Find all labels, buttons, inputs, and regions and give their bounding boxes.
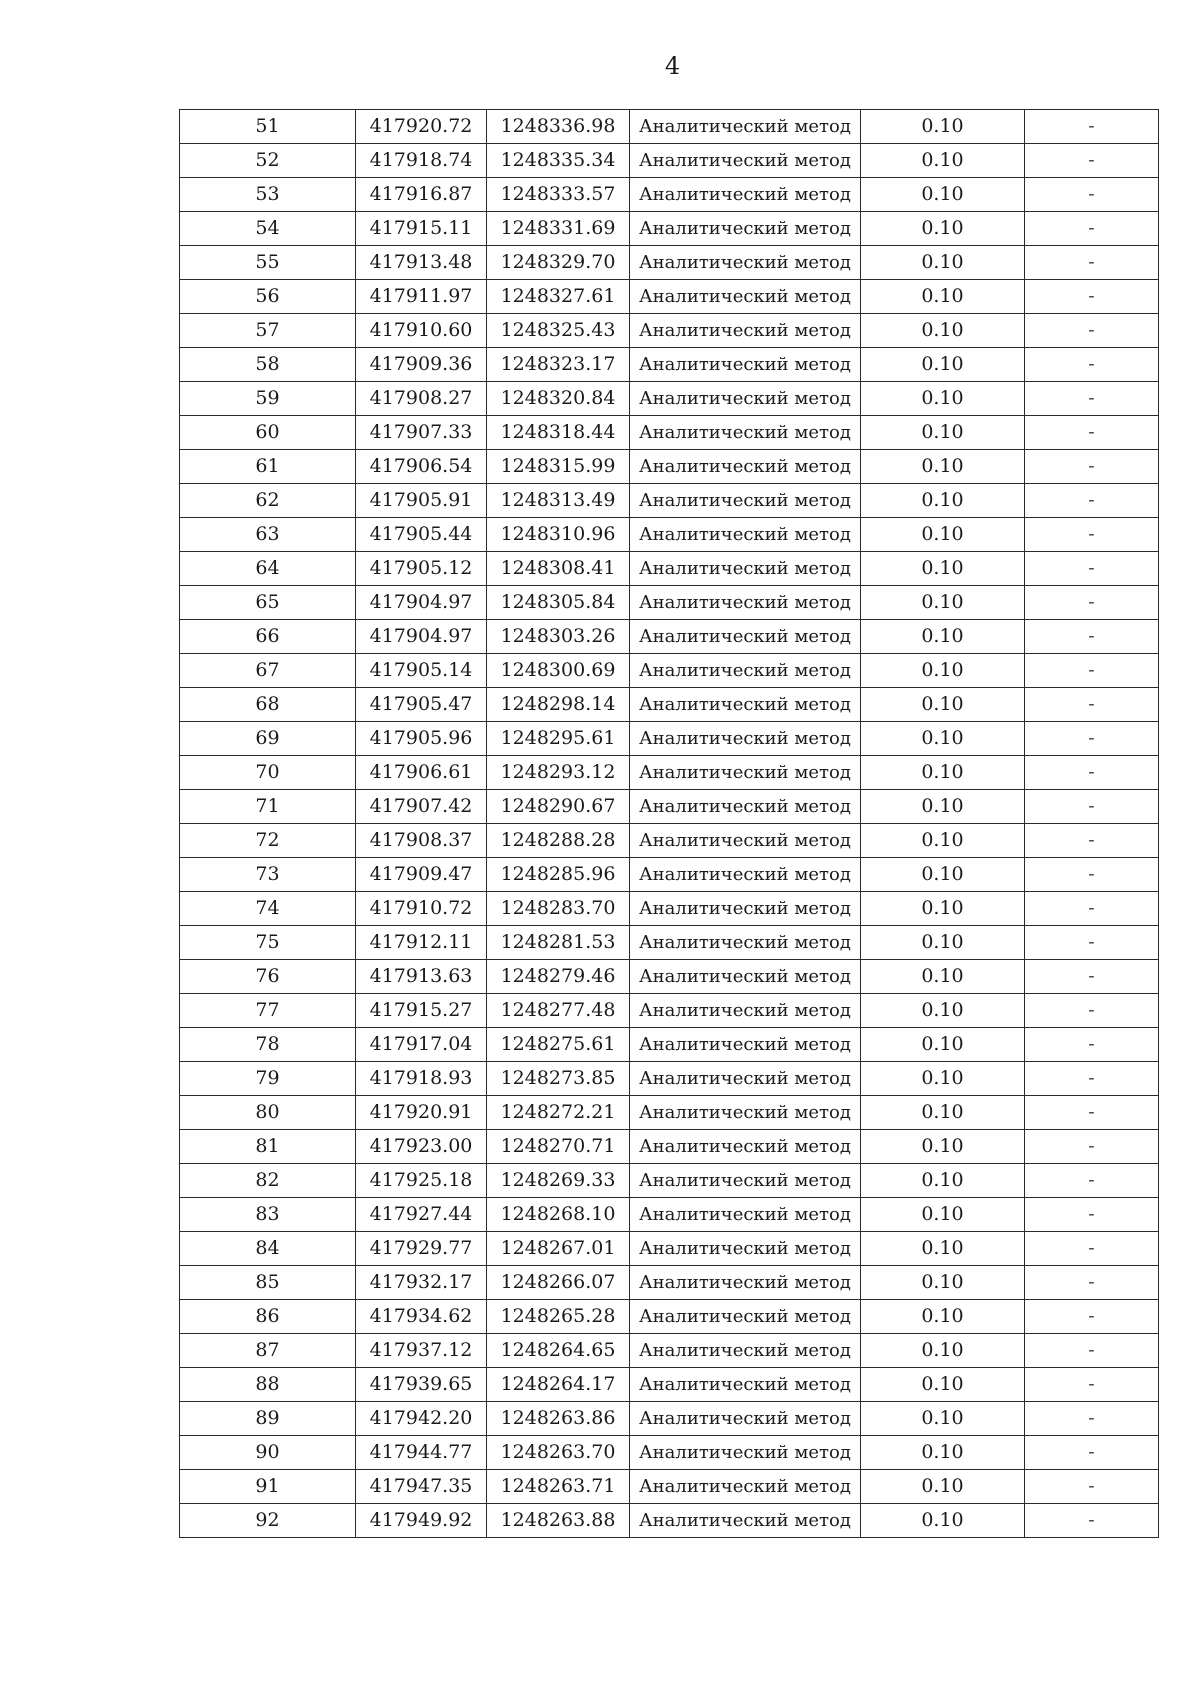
precision-cell: 0.10: [861, 1096, 1025, 1130]
point-number-cell: 70: [180, 756, 356, 790]
note-cell: -: [1025, 824, 1159, 858]
coordinate-y-cell: 1248310.96: [487, 518, 630, 552]
coordinate-y-cell: 1248268.10: [487, 1198, 630, 1232]
table-row: [180, 1198, 1159, 1232]
table-row: [180, 1096, 1159, 1130]
table-row: [180, 1504, 1159, 1538]
coordinate-x-cell: 417905.47: [356, 688, 487, 722]
coordinate-x-cell: 417929.77: [356, 1232, 487, 1266]
coordinate-y-cell: 1248333.57: [487, 178, 630, 212]
precision-cell: 0.10: [861, 1436, 1025, 1470]
coordinate-x-cell: 417934.62: [356, 1300, 487, 1334]
method-cell: Аналитический метод: [630, 1028, 861, 1062]
point-number-cell: 69: [180, 722, 356, 756]
coordinate-x-cell: 417913.48: [356, 246, 487, 280]
note-cell: -: [1025, 1436, 1159, 1470]
coordinate-x-cell: 417942.20: [356, 1402, 487, 1436]
table-row: [180, 484, 1159, 518]
method-cell: Аналитический метод: [630, 1436, 861, 1470]
precision-cell: 0.10: [861, 1198, 1025, 1232]
coordinate-y-cell: 1248293.12: [487, 756, 630, 790]
method-cell: Аналитический метод: [630, 790, 861, 824]
method-cell: Аналитический метод: [630, 960, 861, 994]
coordinate-x-cell: 417905.12: [356, 552, 487, 586]
point-number-cell: 89: [180, 1402, 356, 1436]
table-row: [180, 654, 1159, 688]
coordinate-x-cell: 417905.44: [356, 518, 487, 552]
coordinate-y-cell: 1248325.43: [487, 314, 630, 348]
method-cell: Аналитический метод: [630, 246, 861, 280]
method-cell: Аналитический метод: [630, 1402, 861, 1436]
coordinate-y-cell: 1248266.07: [487, 1266, 630, 1300]
note-cell: -: [1025, 620, 1159, 654]
method-cell: Аналитический метод: [630, 1504, 861, 1538]
method-cell: Аналитический метод: [630, 756, 861, 790]
table-row: [180, 1368, 1159, 1402]
table-row: [180, 790, 1159, 824]
point-number-cell: 82: [180, 1164, 356, 1198]
method-cell: Аналитический метод: [630, 1368, 861, 1402]
coordinate-y-cell: 1248295.61: [487, 722, 630, 756]
point-number-cell: 85: [180, 1266, 356, 1300]
precision-cell: 0.10: [861, 892, 1025, 926]
point-number-cell: 63: [180, 518, 356, 552]
precision-cell: 0.10: [861, 620, 1025, 654]
method-cell: Аналитический метод: [630, 858, 861, 892]
table-row: [180, 246, 1159, 280]
coordinate-x-cell: 417947.35: [356, 1470, 487, 1504]
table-row: [180, 280, 1159, 314]
note-cell: -: [1025, 1402, 1159, 1436]
precision-cell: 0.10: [861, 722, 1025, 756]
table-row: [180, 382, 1159, 416]
note-cell: -: [1025, 960, 1159, 994]
method-cell: Аналитический метод: [630, 110, 861, 144]
table-row: [180, 756, 1159, 790]
method-cell: Аналитический метод: [630, 552, 861, 586]
coordinate-x-cell: 417927.44: [356, 1198, 487, 1232]
note-cell: -: [1025, 1266, 1159, 1300]
note-cell: -: [1025, 314, 1159, 348]
method-cell: Аналитический метод: [630, 178, 861, 212]
method-cell: Аналитический метод: [630, 450, 861, 484]
coordinate-x-cell: 417908.27: [356, 382, 487, 416]
method-cell: Аналитический метод: [630, 892, 861, 926]
point-number-cell: 92: [180, 1504, 356, 1538]
coordinate-y-cell: 1248269.33: [487, 1164, 630, 1198]
coordinate-y-cell: 1248281.53: [487, 926, 630, 960]
note-cell: -: [1025, 1198, 1159, 1232]
precision-cell: 0.10: [861, 1164, 1025, 1198]
coordinate-x-cell: 417915.11: [356, 212, 487, 246]
coordinate-y-cell: 1248285.96: [487, 858, 630, 892]
point-number-cell: 51: [180, 110, 356, 144]
point-number-cell: 53: [180, 178, 356, 212]
table-row: [180, 960, 1159, 994]
precision-cell: 0.10: [861, 382, 1025, 416]
point-number-cell: 74: [180, 892, 356, 926]
point-number-cell: 61: [180, 450, 356, 484]
table-row: [180, 314, 1159, 348]
table-row: [180, 994, 1159, 1028]
precision-cell: 0.10: [861, 1504, 1025, 1538]
point-number-cell: 55: [180, 246, 356, 280]
coordinate-x-cell: 417918.93: [356, 1062, 487, 1096]
coordinate-x-cell: 417904.97: [356, 586, 487, 620]
point-number-cell: 73: [180, 858, 356, 892]
table-row: [180, 212, 1159, 246]
precision-cell: 0.10: [861, 756, 1025, 790]
table-row: [180, 1470, 1159, 1504]
point-number-cell: 91: [180, 1470, 356, 1504]
note-cell: -: [1025, 1334, 1159, 1368]
table-row: [180, 1334, 1159, 1368]
coordinate-x-cell: 417905.96: [356, 722, 487, 756]
note-cell: -: [1025, 790, 1159, 824]
table-row: [180, 722, 1159, 756]
table-row: [180, 348, 1159, 382]
coordinate-x-cell: 417944.77: [356, 1436, 487, 1470]
coordinate-y-cell: 1248300.69: [487, 654, 630, 688]
coordinate-x-cell: 417905.14: [356, 654, 487, 688]
precision-cell: 0.10: [861, 1130, 1025, 1164]
point-number-cell: 81: [180, 1130, 356, 1164]
note-cell: -: [1025, 1232, 1159, 1266]
point-number-cell: 72: [180, 824, 356, 858]
coordinate-y-cell: 1248335.34: [487, 144, 630, 178]
precision-cell: 0.10: [861, 416, 1025, 450]
point-number-cell: 88: [180, 1368, 356, 1402]
point-number-cell: 62: [180, 484, 356, 518]
table-row: [180, 1266, 1159, 1300]
coordinate-x-cell: 417912.11: [356, 926, 487, 960]
method-cell: Аналитический метод: [630, 348, 861, 382]
coordinate-y-cell: 1248264.17: [487, 1368, 630, 1402]
method-cell: Аналитический метод: [630, 416, 861, 450]
coordinate-x-cell: 417917.04: [356, 1028, 487, 1062]
coordinate-x-cell: 417909.36: [356, 348, 487, 382]
precision-cell: 0.10: [861, 484, 1025, 518]
method-cell: Аналитический метод: [630, 1198, 861, 1232]
coordinate-y-cell: 1248305.84: [487, 586, 630, 620]
note-cell: -: [1025, 382, 1159, 416]
coordinate-y-cell: 1248273.85: [487, 1062, 630, 1096]
coordinate-y-cell: 1248320.84: [487, 382, 630, 416]
note-cell: -: [1025, 1504, 1159, 1538]
point-number-cell: 58: [180, 348, 356, 382]
coordinate-x-cell: 417918.74: [356, 144, 487, 178]
precision-cell: 0.10: [861, 450, 1025, 484]
coordinate-y-cell: 1248298.14: [487, 688, 630, 722]
note-cell: -: [1025, 416, 1159, 450]
method-cell: Аналитический метод: [630, 994, 861, 1028]
coordinates-table-body: [180, 110, 1159, 1538]
note-cell: -: [1025, 858, 1159, 892]
table-row: [180, 178, 1159, 212]
precision-cell: 0.10: [861, 1062, 1025, 1096]
precision-cell: 0.10: [861, 824, 1025, 858]
precision-cell: 0.10: [861, 960, 1025, 994]
precision-cell: 0.10: [861, 790, 1025, 824]
note-cell: -: [1025, 110, 1159, 144]
coordinate-x-cell: 417907.33: [356, 416, 487, 450]
coordinate-y-cell: 1248270.71: [487, 1130, 630, 1164]
precision-cell: 0.10: [861, 688, 1025, 722]
point-number-cell: 67: [180, 654, 356, 688]
method-cell: Аналитический метод: [630, 586, 861, 620]
method-cell: Аналитический метод: [630, 212, 861, 246]
note-cell: -: [1025, 1300, 1159, 1334]
note-cell: -: [1025, 1130, 1159, 1164]
point-number-cell: 66: [180, 620, 356, 654]
coordinate-x-cell: 417915.27: [356, 994, 487, 1028]
precision-cell: 0.10: [861, 144, 1025, 178]
point-number-cell: 90: [180, 1436, 356, 1470]
precision-cell: 0.10: [861, 1368, 1025, 1402]
point-number-cell: 79: [180, 1062, 356, 1096]
table-row: [180, 620, 1159, 654]
precision-cell: 0.10: [861, 314, 1025, 348]
note-cell: -: [1025, 348, 1159, 382]
precision-cell: 0.10: [861, 1232, 1025, 1266]
coordinate-y-cell: 1248323.17: [487, 348, 630, 382]
coordinate-y-cell: 1248263.70: [487, 1436, 630, 1470]
coordinate-y-cell: 1248267.01: [487, 1232, 630, 1266]
note-cell: -: [1025, 1062, 1159, 1096]
table-row: [180, 1164, 1159, 1198]
table-row: [180, 1436, 1159, 1470]
method-cell: Аналитический метод: [630, 382, 861, 416]
precision-cell: 0.10: [861, 1470, 1025, 1504]
table-row: [180, 892, 1159, 926]
table-row: [180, 858, 1159, 892]
coordinate-y-cell: 1248265.28: [487, 1300, 630, 1334]
table-row: [180, 1130, 1159, 1164]
precision-cell: 0.10: [861, 654, 1025, 688]
coordinate-x-cell: 417939.65: [356, 1368, 487, 1402]
point-number-cell: 84: [180, 1232, 356, 1266]
method-cell: Аналитический метод: [630, 484, 861, 518]
note-cell: -: [1025, 1096, 1159, 1130]
table-row: [180, 518, 1159, 552]
method-cell: Аналитический метод: [630, 1062, 861, 1096]
note-cell: -: [1025, 280, 1159, 314]
point-number-cell: 83: [180, 1198, 356, 1232]
table-row: [180, 1028, 1159, 1062]
method-cell: Аналитический метод: [630, 688, 861, 722]
note-cell: -: [1025, 1164, 1159, 1198]
note-cell: -: [1025, 926, 1159, 960]
method-cell: Аналитический метод: [630, 1232, 861, 1266]
coordinate-x-cell: 417916.87: [356, 178, 487, 212]
method-cell: Аналитический метод: [630, 314, 861, 348]
note-cell: -: [1025, 654, 1159, 688]
coordinate-x-cell: 417925.18: [356, 1164, 487, 1198]
precision-cell: 0.10: [861, 280, 1025, 314]
coordinate-x-cell: 417909.47: [356, 858, 487, 892]
method-cell: Аналитический метод: [630, 518, 861, 552]
point-number-cell: 60: [180, 416, 356, 450]
coordinate-x-cell: 417904.97: [356, 620, 487, 654]
precision-cell: 0.10: [861, 178, 1025, 212]
coordinates-table: [179, 109, 1159, 1538]
coordinate-y-cell: 1248313.49: [487, 484, 630, 518]
table-row: [180, 688, 1159, 722]
note-cell: -: [1025, 212, 1159, 246]
coordinate-y-cell: 1248331.69: [487, 212, 630, 246]
table-row: [180, 144, 1159, 178]
note-cell: -: [1025, 722, 1159, 756]
note-cell: -: [1025, 484, 1159, 518]
coordinate-y-cell: 1248329.70: [487, 246, 630, 280]
table-row: [180, 552, 1159, 586]
point-number-cell: 78: [180, 1028, 356, 1062]
table-row: [180, 110, 1159, 144]
precision-cell: 0.10: [861, 926, 1025, 960]
precision-cell: 0.10: [861, 246, 1025, 280]
method-cell: Аналитический метод: [630, 1334, 861, 1368]
precision-cell: 0.10: [861, 212, 1025, 246]
note-cell: -: [1025, 756, 1159, 790]
precision-cell: 0.10: [861, 1028, 1025, 1062]
table-row: [180, 1402, 1159, 1436]
point-number-cell: 57: [180, 314, 356, 348]
coordinate-y-cell: 1248263.88: [487, 1504, 630, 1538]
point-number-cell: 59: [180, 382, 356, 416]
coordinate-y-cell: 1248308.41: [487, 552, 630, 586]
coordinate-x-cell: 417905.91: [356, 484, 487, 518]
coordinate-x-cell: 417920.91: [356, 1096, 487, 1130]
point-number-cell: 86: [180, 1300, 356, 1334]
coordinate-y-cell: 1248336.98: [487, 110, 630, 144]
point-number-cell: 80: [180, 1096, 356, 1130]
precision-cell: 0.10: [861, 552, 1025, 586]
coordinate-x-cell: 417906.54: [356, 450, 487, 484]
point-number-cell: 64: [180, 552, 356, 586]
coordinate-y-cell: 1248283.70: [487, 892, 630, 926]
coordinate-y-cell: 1248272.21: [487, 1096, 630, 1130]
table-row: [180, 450, 1159, 484]
coordinate-x-cell: 417932.17: [356, 1266, 487, 1300]
point-number-cell: 65: [180, 586, 356, 620]
coordinate-x-cell: 417908.37: [356, 824, 487, 858]
note-cell: -: [1025, 1368, 1159, 1402]
point-number-cell: 52: [180, 144, 356, 178]
method-cell: Аналитический метод: [630, 1266, 861, 1300]
method-cell: Аналитический метод: [630, 1096, 861, 1130]
point-number-cell: 77: [180, 994, 356, 1028]
table-row: [180, 926, 1159, 960]
table-row: [180, 824, 1159, 858]
table-row: [180, 416, 1159, 450]
method-cell: Аналитический метод: [630, 654, 861, 688]
note-cell: -: [1025, 178, 1159, 212]
coordinate-y-cell: 1248277.48: [487, 994, 630, 1028]
table-row: [180, 1062, 1159, 1096]
coordinate-x-cell: 417910.72: [356, 892, 487, 926]
point-number-cell: 56: [180, 280, 356, 314]
coordinate-x-cell: 417923.00: [356, 1130, 487, 1164]
coordinate-y-cell: 1248263.71: [487, 1470, 630, 1504]
coordinate-x-cell: 417937.12: [356, 1334, 487, 1368]
coordinate-y-cell: 1248263.86: [487, 1402, 630, 1436]
precision-cell: 0.10: [861, 1300, 1025, 1334]
precision-cell: 0.10: [861, 518, 1025, 552]
method-cell: Аналитический метод: [630, 926, 861, 960]
point-number-cell: 76: [180, 960, 356, 994]
page-number: 4: [664, 52, 681, 80]
coordinate-y-cell: 1248288.28: [487, 824, 630, 858]
coordinate-x-cell: 417906.61: [356, 756, 487, 790]
method-cell: Аналитический метод: [630, 280, 861, 314]
method-cell: Аналитический метод: [630, 1300, 861, 1334]
note-cell: -: [1025, 552, 1159, 586]
precision-cell: 0.10: [861, 586, 1025, 620]
note-cell: -: [1025, 1470, 1159, 1504]
note-cell: -: [1025, 246, 1159, 280]
coordinate-x-cell: 417910.60: [356, 314, 487, 348]
note-cell: -: [1025, 892, 1159, 926]
table-row: [180, 586, 1159, 620]
method-cell: Аналитический метод: [630, 620, 861, 654]
precision-cell: 0.10: [861, 1334, 1025, 1368]
coordinate-y-cell: 1248275.61: [487, 1028, 630, 1062]
coordinate-x-cell: 417920.72: [356, 110, 487, 144]
coordinate-x-cell: 417913.63: [356, 960, 487, 994]
method-cell: Аналитический метод: [630, 144, 861, 178]
table-row: [180, 1232, 1159, 1266]
point-number-cell: 68: [180, 688, 356, 722]
note-cell: -: [1025, 1028, 1159, 1062]
point-number-cell: 75: [180, 926, 356, 960]
note-cell: -: [1025, 586, 1159, 620]
note-cell: -: [1025, 450, 1159, 484]
coordinate-y-cell: 1248264.65: [487, 1334, 630, 1368]
precision-cell: 0.10: [861, 1402, 1025, 1436]
precision-cell: 0.10: [861, 110, 1025, 144]
precision-cell: 0.10: [861, 994, 1025, 1028]
note-cell: -: [1025, 688, 1159, 722]
precision-cell: 0.10: [861, 348, 1025, 382]
point-number-cell: 71: [180, 790, 356, 824]
note-cell: -: [1025, 144, 1159, 178]
coordinate-x-cell: 417949.92: [356, 1504, 487, 1538]
coordinate-y-cell: 1248315.99: [487, 450, 630, 484]
coordinate-y-cell: 1248290.67: [487, 790, 630, 824]
table-row: [180, 1300, 1159, 1334]
coordinate-x-cell: 417907.42: [356, 790, 487, 824]
coordinate-x-cell: 417911.97: [356, 280, 487, 314]
coordinate-y-cell: 1248318.44: [487, 416, 630, 450]
note-cell: -: [1025, 994, 1159, 1028]
note-cell: -: [1025, 518, 1159, 552]
coordinate-y-cell: 1248279.46: [487, 960, 630, 994]
method-cell: Аналитический метод: [630, 1130, 861, 1164]
coordinate-y-cell: 1248327.61: [487, 280, 630, 314]
method-cell: Аналитический метод: [630, 722, 861, 756]
method-cell: Аналитический метод: [630, 1470, 861, 1504]
method-cell: Аналитический метод: [630, 824, 861, 858]
coordinate-y-cell: 1248303.26: [487, 620, 630, 654]
point-number-cell: 54: [180, 212, 356, 246]
point-number-cell: 87: [180, 1334, 356, 1368]
precision-cell: 0.10: [861, 858, 1025, 892]
method-cell: Аналитический метод: [630, 1164, 861, 1198]
precision-cell: 0.10: [861, 1266, 1025, 1300]
